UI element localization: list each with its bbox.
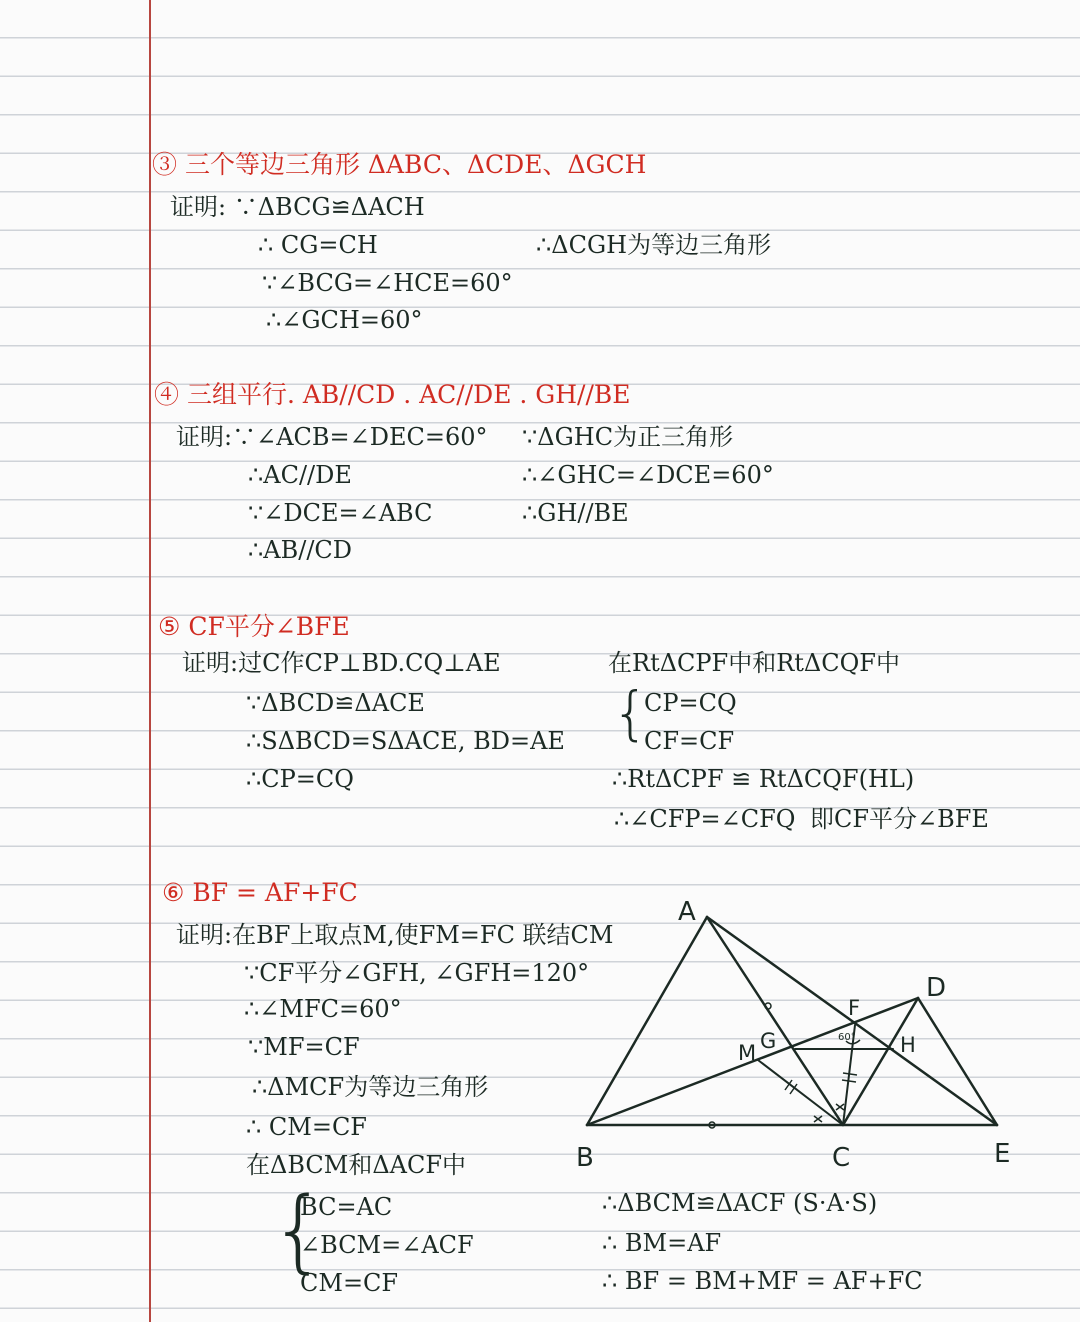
segment-ae: [707, 917, 997, 1125]
label-b: B: [576, 1143, 594, 1173]
label-h: H: [900, 1033, 916, 1057]
s5-line-1: 证明:过C作CP⊥BD.CQ⊥AE: [182, 649, 501, 677]
label-m: M: [738, 1041, 757, 1065]
s5-right-4: ∴RtΔCPF ≌ RtΔCQF(HL): [612, 765, 915, 793]
label-d: D: [926, 973, 947, 1003]
s6-line-6: ∴ CM=CF: [246, 1113, 367, 1141]
section-3-title: ③ 三个等边三角形 ΔABC、ΔCDE、ΔGCH: [152, 150, 647, 179]
segment-ab: [587, 917, 707, 1125]
s6-line-5: ∴ΔMCF为等边三角形: [252, 1073, 489, 1101]
s5-brace: {: [612, 679, 649, 747]
s4-right-1: ∵ΔGHC为正三角形: [522, 423, 734, 451]
s6-line-7: 在ΔBCM和ΔACF中: [246, 1151, 467, 1179]
label-c: C: [832, 1143, 851, 1173]
s3-line-4: ∴∠GCH=60°: [266, 306, 423, 334]
s6-line-1: 证明:在BF上取点M,使FM=FC 联结CM: [176, 921, 614, 949]
s5-line-3: ∴SΔBCD=SΔACE, BD=AE: [246, 727, 565, 755]
s4-line-1: 证明:∵∠ACB=∠DEC=60°: [176, 423, 488, 451]
s6-brace: {: [270, 1178, 328, 1283]
s4-line-4: ∴AB//CD: [248, 536, 353, 564]
s3-right-1: ∴ΔCGH为等边三角形: [536, 231, 772, 259]
s4-right-2: ∴∠GHC=∠DCE=60°: [522, 461, 774, 489]
segment-cm: [758, 1060, 843, 1125]
label-a: A: [678, 897, 696, 927]
s4-line-2: ∴AC//DE: [248, 461, 352, 489]
s5-line-2: ∵ΔBCD≌ΔACE: [246, 689, 425, 717]
s3-line-2: ∴ CG=CH: [258, 231, 378, 259]
s5-right-1: 在RtΔCPF中和RtΔCQF中: [608, 649, 900, 677]
section-6-title: ⑥ BF = AF+FC: [162, 878, 358, 907]
s4-line-3: ∵∠DCE=∠ABC: [248, 499, 433, 527]
s6-brace-3: CM=CF: [300, 1269, 399, 1297]
s5-line-4: ∴CP=CQ: [246, 765, 354, 793]
s6-right-1: ∴ΔBCM≌ΔACF (S·A·S): [602, 1189, 878, 1217]
s6-line-3: ∴∠MFC=60°: [244, 995, 402, 1023]
s6-brace-1: BC=AC: [300, 1193, 393, 1221]
s6-brace-2: ∠BCM=∠ACF: [300, 1231, 474, 1259]
s6-right-3: ∴ BF = BM+MF = AF+FC: [602, 1267, 923, 1295]
s5-right-2: CP=CQ: [644, 689, 737, 717]
s5-right-3: CF=CF: [644, 727, 735, 755]
label-f: F: [848, 996, 861, 1020]
angle-label-60: 60°: [838, 1032, 856, 1043]
segment-ac: [707, 917, 843, 1125]
label-e: E: [994, 1139, 1011, 1169]
cf-tick-2: [842, 1080, 856, 1082]
s6-line-2: ∵CF平分∠GFH, ∠GFH=120°: [244, 959, 590, 987]
s4-right-3: ∴GH//BE: [522, 499, 629, 527]
cf-tick-1: [843, 1073, 857, 1075]
s6-right-2: ∴ BM=AF: [602, 1229, 722, 1257]
s5-right-6: 即CF平分∠BFE: [810, 805, 989, 833]
s3-line-3: ∵∠BCG=∠HCE=60°: [262, 269, 513, 297]
s5-right-5: ∴∠CFP=∠CFQ: [614, 805, 796, 833]
segment-de: [918, 998, 997, 1125]
s6-line-4: ∵MF=CF: [248, 1033, 360, 1061]
section-5-title: ⑤ CF平分∠BFE: [158, 612, 350, 641]
s3-line-1: 证明: ∵ΔBCG≌ΔACH: [170, 193, 425, 221]
label-g: G: [760, 1029, 777, 1053]
section-4-title: ④ 三组平行. AB//CD . AC//DE . GH//BE: [154, 380, 631, 409]
